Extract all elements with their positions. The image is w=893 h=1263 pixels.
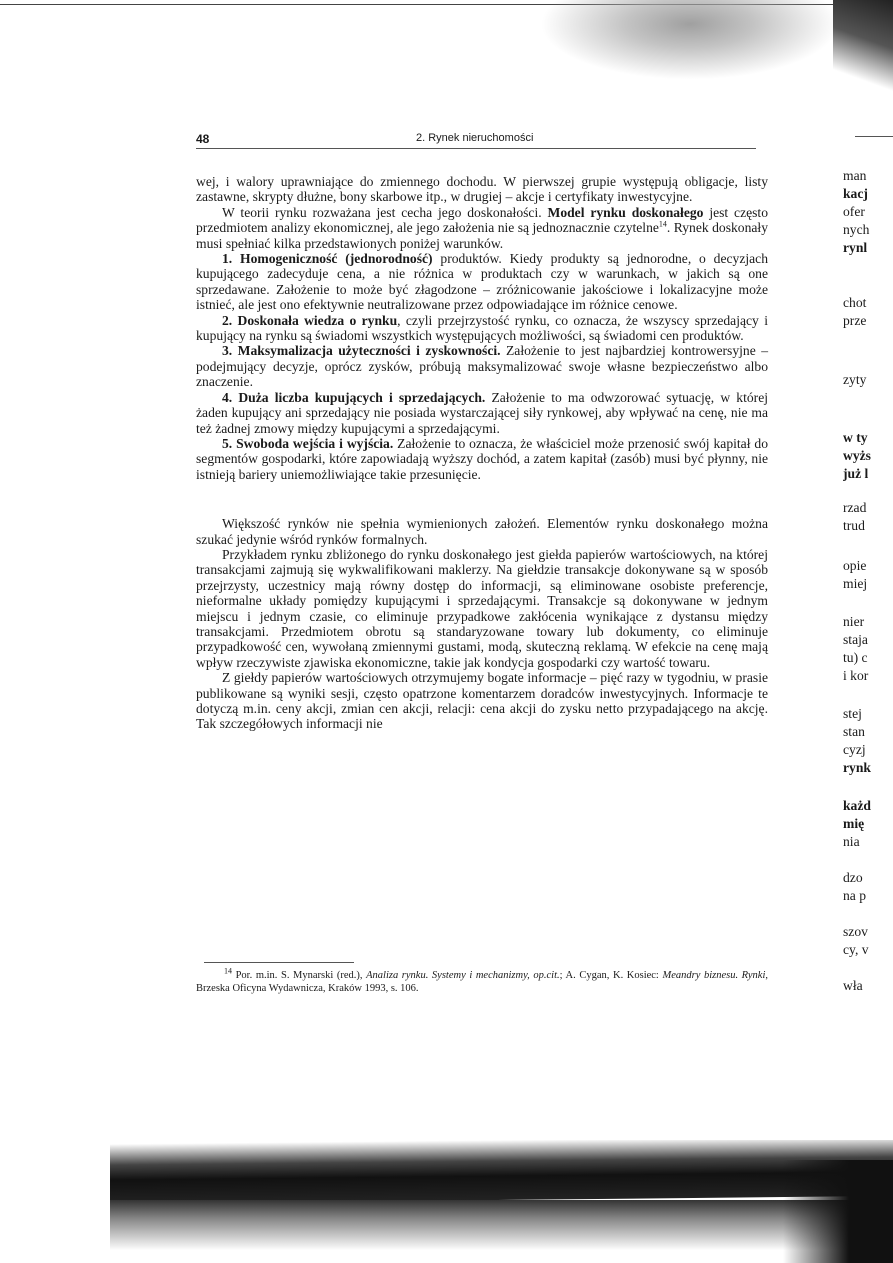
scan-artifact [540, 0, 840, 80]
facing-page-fragment: ofer [843, 204, 865, 219]
footnote: $^{14}$ Por. m.in. S. Mynarski (red.), Analiza rynku. Systemy i mechanizmy, op.cit.; A. Cygan, K. Kosiec: Meandry biznesu. Rynki, Brzeska Oficyna Wydawnicza, Kraków 1993, s. 106. [196, 966, 768, 994]
facing-page-fragment: dzo [843, 870, 863, 885]
paragraph: Przykładem rynku zbliżonego do rynku doskonałego jest giełda papierów wartościowych, na której transakcjami zajmują się wykwalifikowani maklerzy. Na giełdzie transakcje dokonywane są w sposób przejrzysty, uczestnicy mają równy dostęp do informacji, są eliminowane osobiste preferencje, nieformalne układy pomiędzy kupującymi i sprzedającymi. Transakcje są dokonywane w jednym miejscu i jednym czasie, co eliminuje przypadkowe zakłócenia wynikające z dystansu między transakcjami. Przedmiotem obrotu są standaryzowane towary lub dokumenty, co eliminuje przypadkowość cen, wywołaną zmiennymi gustami, modą, skuteczną reklamą. W efekcie na cenę mają wpływ rzeczywiste zjawiska ekonomiczne, takie jak kondycja gospodarki czy wartość towaru. [196, 546, 768, 670]
paragraph: 5. Swoboda wejścia i wyjścia. Założenie to oznacza, że właściciel może przenosić swój kapitał do segmentów gospodarki, które zapowiadają wyższy dochód, a zatem kapitał (zasób) musi być płynny, nie istnieją bariery uniemożliwiające takie przesunięcie. [196, 435, 768, 482]
footnote-ref: 14 [658, 219, 667, 229]
facing-page-fragment: stan [843, 724, 865, 739]
facing-page-fragment: tu) c [843, 650, 868, 665]
facing-page-fragment: opie [843, 558, 867, 573]
facing-page-fragment: nier [843, 614, 865, 629]
scan-shadow-band [110, 1200, 893, 1263]
facing-page-fragment: man [843, 168, 867, 183]
facing-page-fragment: rynk [843, 760, 871, 775]
footnote-rule [204, 962, 354, 963]
paragraph: 1. Homogeniczność (jednorodność) produktów. Kiedy produkty są jednorodne, o decyzjach kupującego zadecyduje cena, a nie różnica w produktach czy w warunkach, w jakich są one sprzedawane. Założenie to może być złagodzone – zróżnicowanie jakościowe i lokalizacyjne może istnieć, ale jest ono efektywnie neutralizowane przez odpowiadające im różnice cenowe. [196, 251, 768, 313]
paragraph: Z giełdy papierów wartościowych otrzymujemy bogate informacje – pięć razy w tygodniu, w prasie publikowane są wyniki sesji, często opatrzone komentarzem doradców inwestycyjnych. Informacje te dotyczą m.in. ceny akcji, zmian cen akcji, relacji: cena akcji do zysku netto przypadającego na akcję. Tak szczegółowych informacji nie [196, 670, 768, 732]
facing-page-fragment: wyżs [843, 448, 871, 463]
facing-page-fragment: już l [843, 466, 869, 481]
page-header [196, 128, 756, 148]
paragraph: wej, i walory uprawniające do zmiennego dochodu. W pierwszej grupie występują obligacje, listy zastawne, skrypty dłużne, bony skarbowe itp., w drugiej – akcje i certyfikaty inwestycyjne. [196, 174, 768, 205]
paragraph: 4. Duża liczba kupujących i sprzedających. Założenie to ma odwzorować sytuację, w której żaden kupujący ani sprzedający nie posiada wystarczającej siły rynkowej, aby wpływać na cenę, nie ma też żadnej zmowy między kupującymi a sprzedającymi. [196, 389, 769, 436]
facing-page-fragment: zyty [843, 372, 867, 387]
facing-page-fragment: mię [843, 816, 865, 831]
header-rule [196, 148, 756, 149]
facing-page-fragment: szov [843, 924, 868, 939]
facing-page-fragment: cy, v [843, 942, 869, 957]
facing-page-fragment: nia [843, 834, 860, 849]
page-number: 48 [196, 132, 210, 146]
paragraph: 3. Maksymalizacja użyteczności i zyskowności. Założenie to jest najbardziej kontrowersyjne – podejmujący decyzje, oprócz zysków, próbują maksymalizować swoje własne bezpieczeństwo albo znaczenie. [196, 343, 768, 390]
scan-top-edge [0, 0, 893, 110]
facing-page-fragment: wła [843, 978, 863, 993]
facing-page-fragment: rzad [843, 500, 867, 515]
main-text [196, 174, 768, 732]
facing-page-fragment: kacj [843, 186, 868, 201]
scan-shadow-corner [783, 1160, 893, 1263]
facing-page-fragment: stej [843, 706, 862, 721]
facing-page-column [843, 0, 893, 1263]
facing-page-fragment: każd [843, 798, 871, 813]
paragraph: W teorii rynku rozważana jest cecha jego doskonałości. Model rynku doskonałego jest często przedmiotem analizy ekonomicznej, ale jego założenia nie są jednoznacznie czytelne$^{14}$. Rynek doskonały musi spełniać kilka przedstawionych poniżej warunków. [196, 204, 769, 251]
scan-shadow-band [110, 1140, 893, 1204]
running-title: 2. Rynek nieruchomości [416, 132, 534, 144]
facing-page-fragment: cyzj [843, 742, 866, 757]
paragraph: 2. Doskonała wiedza o rynku, czyli przejrzystość rynku, co oznacza, że wszyscy sprzedający i kupujący na rynku są świadomi wszystkich występujących możliwości, są świadomi cen produktów. [196, 312, 768, 344]
facing-page-fragment: staja [843, 632, 868, 647]
facing-page-fragment: trud [843, 518, 865, 533]
facing-page-fragment: i kor [843, 668, 869, 683]
facing-page-fragment: nych [843, 222, 870, 237]
facing-page-fragment: chot [843, 295, 867, 310]
scan-bottom-shadow [110, 1140, 893, 1263]
facing-page-fragment: prze [843, 313, 867, 328]
paragraph: Większość rynków nie spełnia wymienionych założeń. Elementów rynku doskonałego można szukać jedynie wśród rynków formalnych. [196, 516, 768, 547]
facing-page-fragment: na p [843, 888, 867, 903]
facing-page-fragment: rynl [843, 240, 868, 255]
footnote-number: 14 [224, 966, 232, 976]
footnote-area [196, 962, 768, 995]
facing-page-fragment: w ty [843, 430, 868, 445]
facing-page-fragment: miej [843, 576, 868, 591]
